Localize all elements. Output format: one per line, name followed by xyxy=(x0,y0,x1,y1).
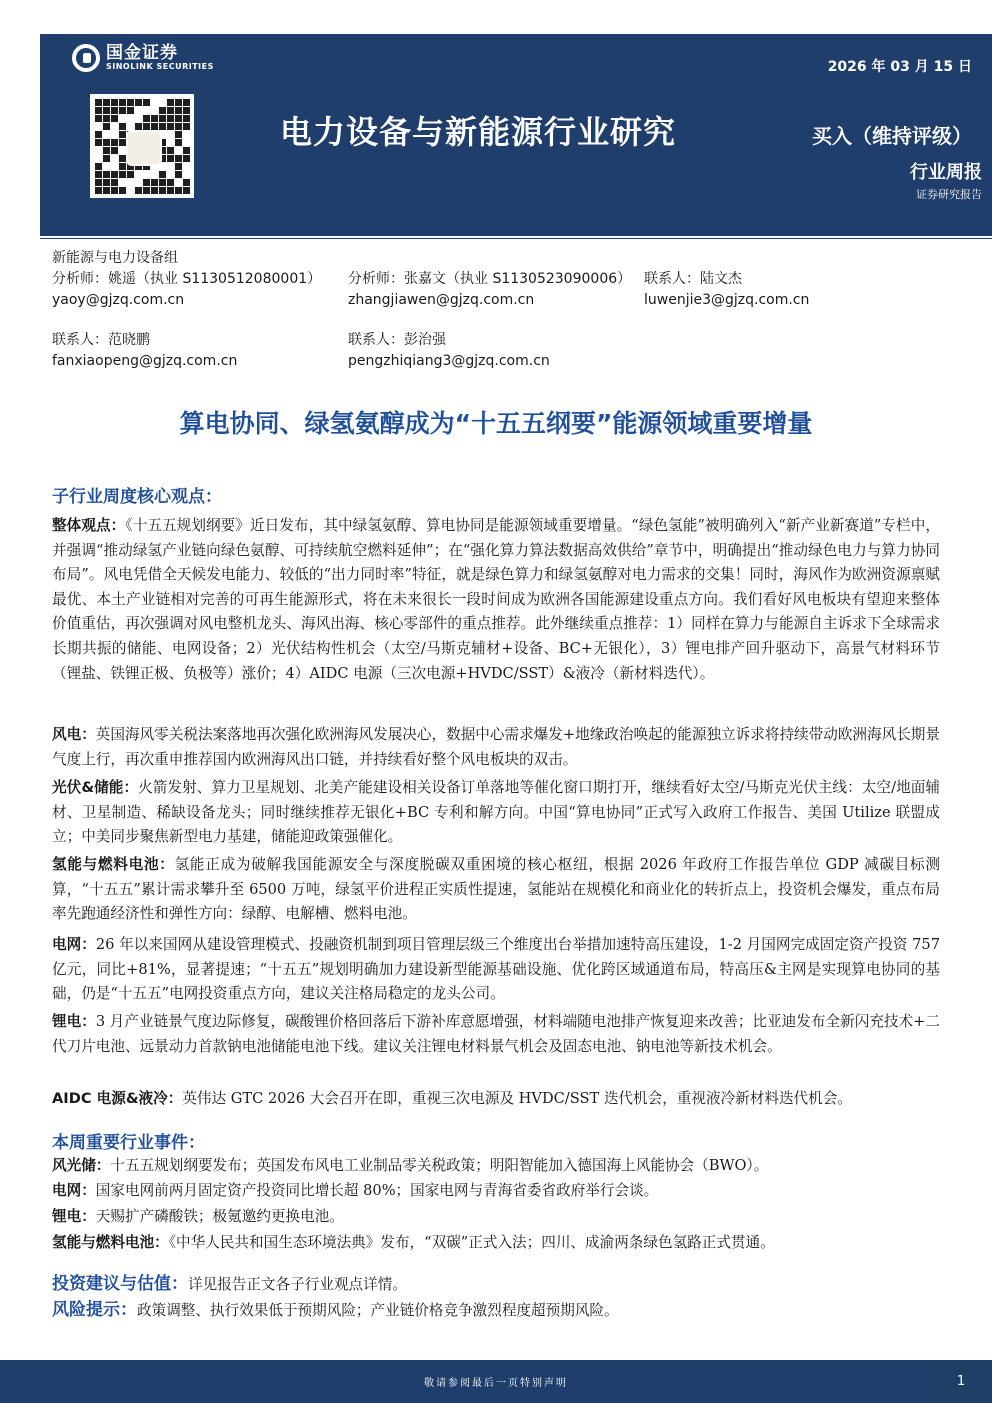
logo-en-text: SINOLINK SECURITIES xyxy=(106,62,214,71)
event-label: 电网： xyxy=(52,1182,96,1199)
event-text: 国家电网前两月固定资产投资同比增长超 80%；国家电网与青海省委省政府举行会谈。 xyxy=(95,1182,659,1199)
paragraph-label: AIDC 电源&液冷： xyxy=(52,1090,183,1107)
event-item xyxy=(52,1154,940,1178)
paragraph-aidc xyxy=(52,1087,940,1112)
analyst-role: 分析师：姚遥（执业 S1130512080001） xyxy=(52,271,322,287)
event-item xyxy=(52,1179,940,1203)
event-label: 氢能与燃料电池： xyxy=(52,1234,169,1251)
company-logo xyxy=(72,44,214,72)
analyst-email[interactable]: zhangjiawen@gjzq.com.cn xyxy=(348,292,535,308)
event-item xyxy=(52,1205,940,1229)
paragraph-wind xyxy=(52,723,940,772)
analyst-role: 分析师：张嘉文（执业 S1130523090006） xyxy=(348,271,632,287)
rating-badge: 买入（维持评级） xyxy=(812,124,972,148)
paragraph-label: 风电： xyxy=(52,726,96,743)
investment-text: 详见报告正文各子行业观点详情。 xyxy=(188,1276,407,1293)
page-number: 1 xyxy=(930,1360,992,1403)
paragraph-text: 26 年以来国网从建设管理模式、投融资机制到项目管理层级三个维度出台举措加速特高压建设，1-2 月国网完成固定资产投资 757 亿元，同比+81%，显著提速；“十五五”规划明确加力建设新型能源基础设施、优化跨区域通道布局，特高压&主网是实现算电协同的基础，仍是“十五五”电网投资重点方向，建议关注格局稳定的龙头公司。 xyxy=(52,936,940,1003)
event-text: 天赐扩产磷酸铁；极氪邀约更换电池。 xyxy=(95,1208,344,1225)
contact-email[interactable]: pengzhiqiang3@gjzq.com.cn xyxy=(348,353,550,369)
contact-email[interactable]: luwenjie3@gjzq.com.cn xyxy=(644,292,810,308)
divider xyxy=(40,238,992,239)
analyst-email[interactable]: yaoy@gjzq.com.cn xyxy=(52,292,185,308)
paragraph-text: 3 月产业链景气度边际修复，碳酸锂价格回落后下游补库意愿增强，材料端随电池排产恢复迎来改善；比亚迪发布全新闪充技术+二代刀片电池、远景动力首款钠电池储能电池下线。建议关注锂电材料景气机会及固态电池、钠电池等新技术机会。 xyxy=(52,1013,940,1055)
paragraph-hydrogen xyxy=(52,853,940,927)
event-label: 锂电： xyxy=(52,1208,96,1225)
logo-cn-text: 国金证券 xyxy=(106,43,178,63)
paragraph-label: 锂电： xyxy=(52,1013,96,1030)
report-type: 证券研究报告 xyxy=(916,188,982,201)
paragraph-text: 英伟达 GTC 2026 大会召开在即，重视三次电源及 HVDC/SST 迭代机会，重视液冷新材料迭代机会。 xyxy=(182,1090,852,1107)
paragraph-label: 整体观点： xyxy=(52,517,126,534)
core-section-heading: 子行业周度核心观点： xyxy=(52,487,222,507)
paragraph-lithium xyxy=(52,1010,940,1059)
footer-bar xyxy=(0,1360,992,1403)
report-header xyxy=(40,34,992,236)
paragraph-text: 氢能正成为破解我国能源安全与深度脱碳双重困境的核心枢纽，根据 2026 年政府工作报告单位 GDP 减碳目标测算，“十五五”累计需求攀升至 6500 万吨，绿氢平价进程正实质性提速，氢能站在规模化和商业化的转折点上，投资机会爆发，重点布局率先跑通经济性和弹性方向：绿醇、电解槽、燃料电池。 xyxy=(52,856,940,923)
risk-label: 风险提示： xyxy=(52,1300,137,1320)
qr-logo-icon xyxy=(126,130,162,166)
qr-code-icon xyxy=(90,94,194,198)
contact-email[interactable]: fanxiaopeng@gjzq.com.cn xyxy=(52,353,238,369)
paragraph-text: 火箭发射、算力卫星规划、北美产能建设相关设备订单落地等催化窗口期打开，继续看好太空/马斯克光伏主线：太空/地面辅材、卫星制造、稀缺设备龙头；同时继续推荐无银化+BC 专利和解方向。中国“算电协同”正式写入政府工作报告、美国 Utilize 联盟成立；中美同步聚焦新型电力基建，储能迎政策强催化。 xyxy=(52,779,941,846)
paragraph-overall xyxy=(52,514,940,686)
logo-icon xyxy=(72,44,100,72)
contact-role: 联系人：彭治强 xyxy=(348,332,446,348)
report-date: 2026 年 03 月 15 日 xyxy=(827,59,972,75)
paragraph-label: 氢能与燃料电池： xyxy=(52,856,175,873)
paragraph-text: 《十五五规划纲要》近日发布，其中绿氢氨醇、算电协同是能源领域重要增量。“绿色氢能”被明确列入“新产业新赛道”专栏中，并强调“推动绿氢产业链向绿色氨醇、可持续航空燃料延伸”；在“强化算力算法数据高效供给”章节中，明确提出“推动绿色电力与算力协同布局”。风电凭借全天候发电能力、较低的“出力同时率”特征，就是绿色算力和绿氢氨醇对电力需求的交集！同时，海风作为欧洲资源禀赋最优、本土产业链相对完善的可再生能源形式，将在未来很长一段时间成为欧洲各国能源建设重点方向。我们看好风电板块有望迎来整体价值重估，再次强调对风电整机龙头、海风出海、核心零部件的重点推荐。此外继续重点推荐：1）同样在算力与能源自主诉求下全球需求长期共振的储能、电网设备；2）光伏结构性机会（太空/马斯克辅材+设备、BC+无银化），3）锂电排产回升驱动下，高景气材料环节（锂盐、铁锂正极、负极等）涨价；4）AIDC 电源（三次电源+HVDC/SST）&液冷（新材料迭代）。 xyxy=(52,517,940,682)
paragraph-pv-storage xyxy=(52,776,940,850)
investment-label: 投资建议与估值： xyxy=(52,1274,188,1294)
report-subtype: 行业周报 xyxy=(910,162,982,183)
paragraph-label: 光伏&储能： xyxy=(52,779,139,796)
risk-text: 政策调整、执行效果低于预期风险；产业链价格竞争激烈程度超预期风险。 xyxy=(137,1302,619,1319)
footer-notice: 敬请参阅最后一页特别声明 xyxy=(424,1378,568,1389)
headline: 算电协同、绿氢氨醇成为“十五五纲要”能源领域重要增量 xyxy=(179,409,813,438)
event-item xyxy=(52,1231,940,1255)
paragraph-label: 电网： xyxy=(52,936,96,953)
contact-role: 联系人：范晓鹏 xyxy=(52,332,150,348)
paragraph-text: 英国海风零关税法案落地再次强化欧洲海风发展决心，数据中心需求爆发+地缘政治唤起的能源独立诉求将持续带动欧洲海风长期景气度上行，再次重申推荐国内欧洲海风出口链，并持续看好整个风电板块的双击。 xyxy=(52,726,940,768)
event-text: 十五五规划纲要发布；英国发布风电工业制品零关税政策；明阳智能加入德国海上风能协会（BWO）。 xyxy=(110,1157,769,1174)
event-text: 《中华人民共和国生态环境法典》发布，“双碳”正式入法；四川、成渝两条绿色氢路正式贯通。 xyxy=(168,1234,775,1251)
risk-warning xyxy=(52,1298,940,1323)
event-label: 风光储： xyxy=(52,1157,111,1174)
contact-role: 联系人：陆文杰 xyxy=(644,271,742,287)
events-section-heading: 本周重要行业事件： xyxy=(52,1133,205,1153)
report-title: 电力设备与新能源行业研究 xyxy=(280,113,677,151)
investment-advice xyxy=(52,1272,940,1297)
paragraph-grid xyxy=(52,933,940,1007)
team-name: 新能源与电力设备组 xyxy=(52,250,178,266)
